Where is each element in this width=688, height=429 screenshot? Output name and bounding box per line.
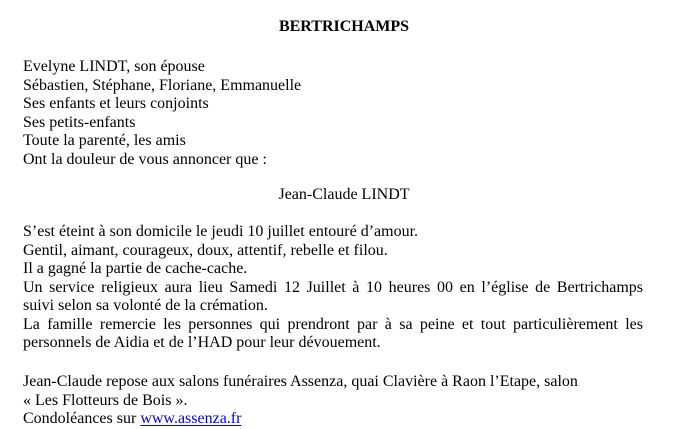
condolences-line <box>23 410 643 429</box>
family-line-children-names: Sébastien, Stéphane, Floriane, Emmanuelle <box>23 76 302 94</box>
condolences-label: Condoléances sur <box>23 410 141 427</box>
detail-line-thanks: La famille remercie les personnes qui prendront par à sa peine et tout particulièrement les <box>23 315 643 333</box>
detail-line-qualities: Gentil, aimant, courageux, doux, attentif, rebelle et filou. <box>23 241 388 259</box>
detail-line-hide-and-seek: Il a gagné la partie de cache-cache. <box>23 260 248 277</box>
family-line-relatives: Toute la parenté, les amis <box>23 132 186 149</box>
detail-line-service: Un service religieux aura lieu Samedi 12 Juillet à 10 heures 00 en l’église de Bertrichamps <box>23 278 643 296</box>
detail-line-passing: S’est éteint à son domicile le jeudi 10 juillet entouré d’amour. <box>23 223 419 240</box>
repose-line-room: « Les Flotteurs de Bois ». <box>23 391 188 409</box>
family-line-grandchildren: Ses petits-enfants <box>23 113 136 131</box>
document-title: BERTRICHAMPS <box>278 18 410 35</box>
condolences-link[interactable]: www.assenza.fr <box>140 410 242 427</box>
repose-line-location: Jean-Claude repose aux salons funéraires Assenza, quai Clavière à Raon l’Etape, salon <box>23 373 578 390</box>
details-paragraph <box>23 223 643 353</box>
family-line-announcement: Ont la douleur de vous annoncer que : <box>23 150 267 168</box>
family-line-children: Ses enfants et leurs conjoints <box>23 95 209 112</box>
family-list <box>23 58 301 169</box>
detail-line-cremation: suivi selon sa volonté de la crémation. <box>23 297 268 314</box>
deceased-name: Jean-Claude LINDT <box>278 186 410 203</box>
family-line-spouse: Evelyne LINDT, son épouse <box>23 58 205 75</box>
detail-line-personnel: personnels de Aidia et de l’HAD pour leur dévouement. <box>23 334 381 351</box>
repose-paragraph <box>23 373 643 429</box>
